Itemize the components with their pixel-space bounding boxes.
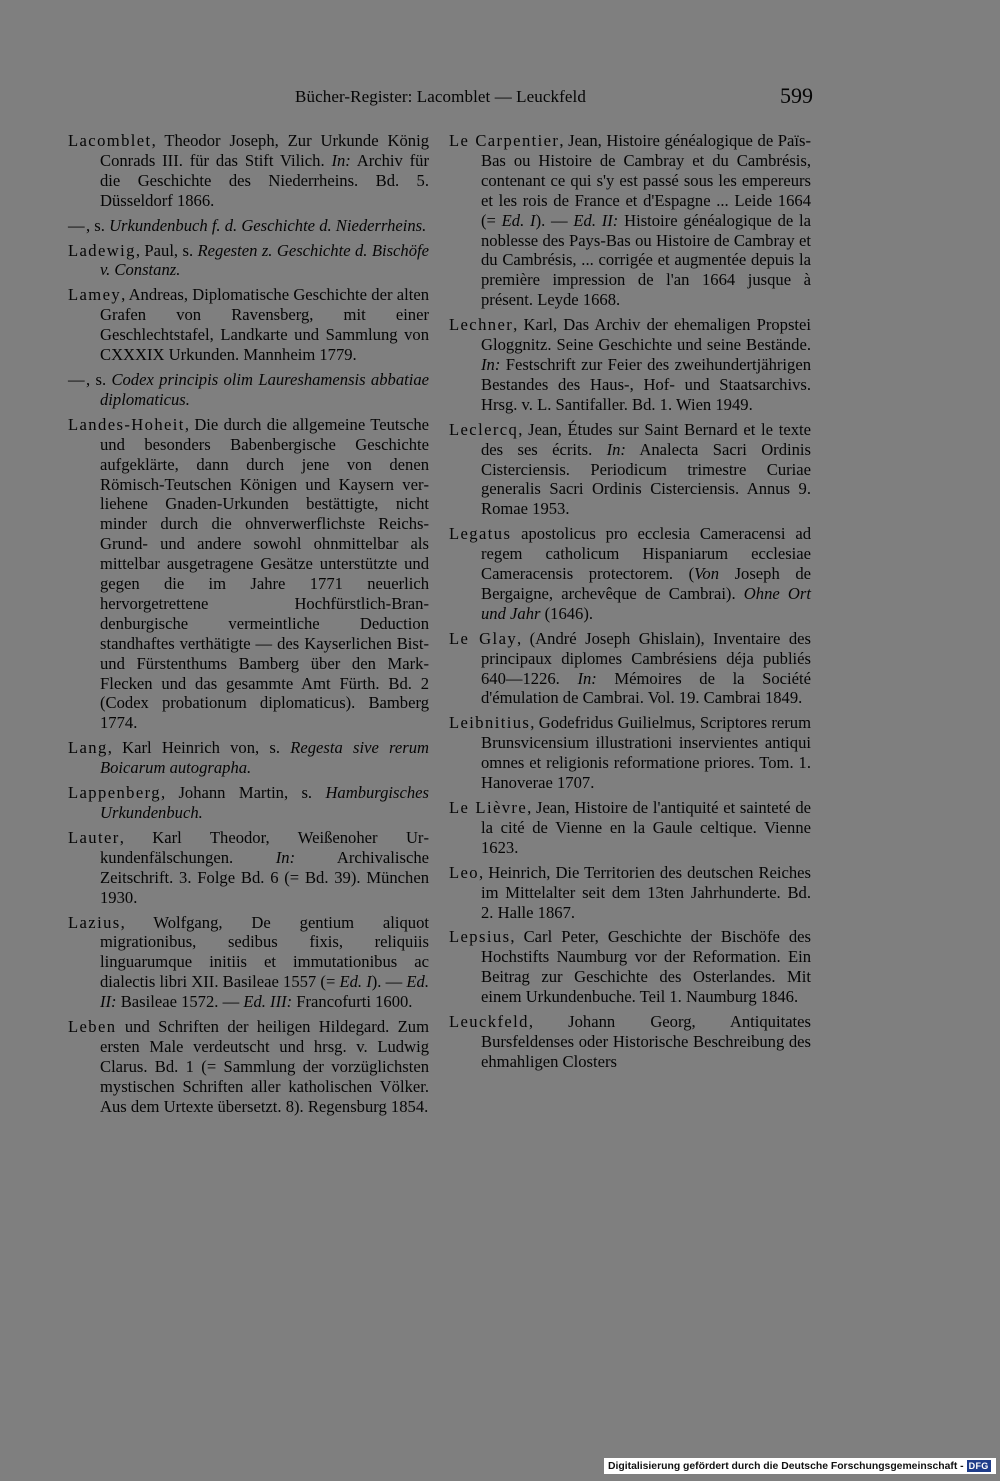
entry-italic-text: Ed. II: bbox=[573, 210, 619, 230]
bibliography-entry bbox=[449, 1012, 811, 1072]
entry-text: (1646). bbox=[540, 603, 594, 623]
bibliography-entry bbox=[68, 285, 429, 365]
entry-italic-text: Ed. II: bbox=[100, 972, 429, 1012]
entry-text: , Karl Theodor, Weißenoher Urkundenfälschungen. bbox=[100, 827, 429, 867]
entry-headword: Landes-Hoheit bbox=[68, 414, 185, 434]
bibliography-entry bbox=[449, 713, 811, 793]
entry-headword: Lamey bbox=[68, 285, 122, 305]
entry-italic-text: Ohne Ort und Jahr bbox=[481, 583, 811, 623]
entry-text: , Die durch die allgemeine Teutsche und besonders Babenbergische Geschichte aufgeklärte, dann durch jene von denen Römisch-Teutschen Königen und Kaysern verliehene Gnaden-Urkunden bestättigte, nicht minder durch die ohnverwerflichste Reichs-Grund- und andere sowohl ohnmittelbar als mittelbar ausgetragene Gesätze unterstützte und gegen die im Jahre 1771 neuerlich hervorgetrettene Hochfürstlich-Brandenburgische vermeintliche Deduction standhaftes verthätigte — des Kayserlichen Bist- und Fürstenthums Bamberg über den Mark-Flecken und das gesammte Amt Fürth. Bd. 2 (Codex probationum diplomaticus). Bamberg 1774. bbox=[100, 414, 429, 733]
bibliography-entry bbox=[449, 315, 811, 415]
entry-text: ). — bbox=[371, 972, 407, 992]
entry-headword: Le Carpentier bbox=[449, 131, 560, 150]
entry-text: Joseph de Bergaigne, archevêque de Cambrai). bbox=[481, 564, 811, 603]
entry-headword: Lauter bbox=[68, 827, 120, 847]
entry-text: , s. bbox=[86, 215, 110, 235]
entry-text: , Johann Georg, Antiquitates Bursfeldenses oder Historische Beschreibung des ehmahligen Closters bbox=[481, 1012, 811, 1071]
bibliography-entry bbox=[68, 241, 429, 281]
entry-italic-text: Ed. I bbox=[339, 972, 372, 992]
entry-italic-text: Urkundenbuch f. d. Geschichte d. Niederrheins. bbox=[109, 215, 427, 235]
entry-headword: Leclercq bbox=[449, 419, 519, 439]
entry-headword: Lappenberg bbox=[68, 783, 161, 803]
entry-text: Francofurti 1600. bbox=[292, 992, 413, 1012]
entry-italic-text: Ed. III: bbox=[243, 992, 293, 1012]
entry-text: , Jean, Histoire généalogique de Païs-Bas ou Histoire de Cambray et du Cambrésis, contenant ce qui s'y est passé sous les empereurs et les rois de France et d'Espagne ... Leide 1664 (= bbox=[481, 131, 811, 230]
bibliography-entry bbox=[449, 131, 811, 310]
left-column bbox=[68, 131, 429, 1122]
entry-text: Festschrift zur Feier des zweihundertjährigen Bestandes des Haus-, Hof- und Staatsarchivs. Hrsg. v. L. Santifaller. Bd. 1. Wien 1949. bbox=[481, 354, 811, 414]
entry-italic-text: In: bbox=[606, 439, 626, 459]
entry-text: Archivalische Zeitschrift. 3. Folge Bd. 6 (= Bd. 39). München 1930. bbox=[100, 847, 429, 907]
entry-headword: Lang bbox=[68, 738, 108, 758]
bibliography-entry bbox=[449, 524, 811, 624]
bibliography-entry bbox=[68, 783, 429, 823]
entry-text: Basileae 1572. — bbox=[116, 992, 244, 1012]
entry-italic-text: In: bbox=[577, 668, 597, 688]
right-column bbox=[449, 131, 811, 1077]
entry-text: , Jean, Études sur Saint Bernard et le texte des ses écrits. bbox=[481, 419, 811, 459]
entry-text: , Karl Heinrich von, s. bbox=[107, 738, 291, 758]
entry-headword: Lazius bbox=[68, 912, 121, 932]
entry-headword: Lechner bbox=[449, 315, 514, 335]
footer-text: Digitalisierung gefördert durch die Deutsche Forschungsgemeinschaft - bbox=[608, 1460, 964, 1472]
entry-text: , Karl, Das Archiv der ehemaligen Propstei Gloggnitz. Seine Geschichte und seine Bestände. bbox=[481, 315, 811, 355]
entry-headword: Leibnitius bbox=[449, 713, 531, 733]
entry-headword: Legatus bbox=[449, 524, 512, 544]
bibliography-entry bbox=[68, 131, 429, 211]
bibliography-entry bbox=[68, 216, 429, 236]
entry-text: Archiv für die Geschichte des Niederrheins. Bd. 5. Düsseldorf 1866. bbox=[100, 150, 429, 210]
entry-text: Analecta Sacri Ordinis Cisterciensis. Periodicum trimestre Curiae generalis Sacri Ordinis Cisterciensis. Annus 9. Romae 1953. bbox=[481, 439, 811, 519]
entry-text: Mémoires de la Société d'émulation de Cambrai. Vol. 19. Cambrai 1849. bbox=[481, 668, 812, 708]
entry-italic-text: Regesta sive rerum Boicarum autographa. bbox=[100, 738, 430, 778]
entry-text: ). — bbox=[535, 210, 574, 230]
entry-headword: Ladewig bbox=[68, 240, 136, 260]
entry-italic-text: Regesten z. Geschichte d. Bischöfe v. Constanz. bbox=[100, 240, 429, 280]
dfg-funding-footer bbox=[604, 1458, 996, 1474]
entry-text: , Heinrich, Die Territorien des deutschen Reiches im Mittelalter seit dem 13ten Jahrhunderte. Bd. 2. Halle 1867. bbox=[479, 862, 811, 922]
entry-headword: Le Lièvre bbox=[449, 798, 528, 817]
entry-text: Histoire généalogique de la noblesse des Pays-Bas ou Histoire de Cambray et du Cambrésis, ... corrigée et augmentée depuis la première impression de l'an 1664 jusque à présent. Leyde 1668. bbox=[481, 210, 811, 310]
bibliography-entry bbox=[68, 913, 429, 1013]
entry-headword: Leben bbox=[68, 1017, 117, 1037]
entry-italic-text: In: bbox=[331, 150, 351, 170]
entry-italic-text: In: bbox=[275, 847, 296, 867]
dfg-logo: DFG bbox=[968, 1461, 989, 1471]
entry-italic-text: Von bbox=[694, 564, 720, 584]
entry-text: , (André Joseph Ghislain), Inventaire des principaux diplomes Cambrésiens déja publiés 640—1226. bbox=[481, 628, 811, 688]
running-header bbox=[68, 84, 813, 114]
bibliography-entry bbox=[68, 1017, 429, 1117]
running-title: Bücher-Register: Lacomblet — Leuckfeld bbox=[295, 87, 586, 106]
entry-text: , Paul, s. bbox=[135, 240, 198, 260]
entry-italic-text: Hamburgisches Urkundenbuch. bbox=[100, 783, 429, 822]
entry-text: , Theodor Joseph, Zur Urkunde König Conrads III. für das Stift Vilich. bbox=[100, 131, 429, 170]
entry-text: , s. bbox=[86, 369, 112, 389]
bibliography-entry bbox=[449, 798, 811, 858]
bibliography-entry bbox=[449, 863, 811, 923]
bibliography-entry bbox=[68, 738, 429, 778]
entry-italic-text: In: bbox=[481, 354, 501, 374]
entry-text: , Wolfgang, De gentium aliquot migrationibus, sedibus fixis, reliquiis linguarumque initiis et immutationibus ac dialectis libri XII. Basileae 1557 (= bbox=[100, 912, 429, 992]
entry-text: , Carl Peter, Geschichte der Bischöfe des Hochstifts Naumburg vor der Reformation. Ein Beitrag zur Geschichte des Osterlandes. Mit einem Urkundenbuche. Teil 1. Naumburg 1846. bbox=[481, 927, 811, 1007]
bibliography-entry bbox=[68, 370, 429, 410]
entry-headword: — bbox=[68, 369, 86, 389]
entry-text: , Godefridus Guilielmus, Scriptores rerum Brunsvicensium illustrationi inservientes antiqui omnes et religionis reformatione priores. Tom. 1. Hanoverae 1707. bbox=[481, 713, 811, 793]
entry-text: , Andreas, Diplomatische Geschichte der alten Grafen von Ravensberg, mit einer Geschlechtstafel, Landkarte und Sammlung von CXXXIX Urkunden. Mannheim 1779. bbox=[100, 285, 429, 365]
bibliography-entry bbox=[449, 927, 811, 1007]
entry-italic-text: Codex principis olim Laureshamensis abbatiae diplomaticus. bbox=[100, 369, 429, 409]
bibliography-entry bbox=[68, 828, 429, 908]
entry-text: und Schriften der heiligen Hildegard. Zum ersten Male verdeutscht und hrsg. v. Ludwig Clarus. Bd. 1 (= Sammlung der vorzüglichsten mystischen Schriften aller katholischen Völker. Aus dem Urtexte übersetzt. 8). Regensburg 1854. bbox=[100, 1017, 429, 1116]
entry-text: , Johann Martin, s. bbox=[160, 783, 326, 803]
entry-text: apostolicus pro ecclesia Cameracensi ad regem catholicum Hispaniarum ecclesiae Cameracensis protectorem. ( bbox=[481, 524, 811, 584]
bibliography-entry bbox=[449, 420, 811, 520]
bibliography-entry bbox=[68, 415, 429, 734]
entry-headword: Le Glay bbox=[449, 628, 518, 648]
entry-headword: — bbox=[68, 215, 86, 235]
entry-text: , Jean, Histoire de l'antiquité et sainteté de la cité de Vienne en la Gaule celtique. Vienne 1623. bbox=[481, 798, 811, 857]
entry-headword: Lacomblet bbox=[68, 131, 152, 150]
page-number: 599 bbox=[780, 83, 813, 108]
entry-headword: Leo bbox=[449, 862, 479, 882]
entry-italic-text: Ed. I bbox=[501, 210, 536, 230]
entry-headword: Leuckfeld bbox=[449, 1012, 529, 1032]
entry-headword: Lepsius bbox=[449, 927, 511, 947]
bibliography-entry bbox=[449, 629, 811, 709]
